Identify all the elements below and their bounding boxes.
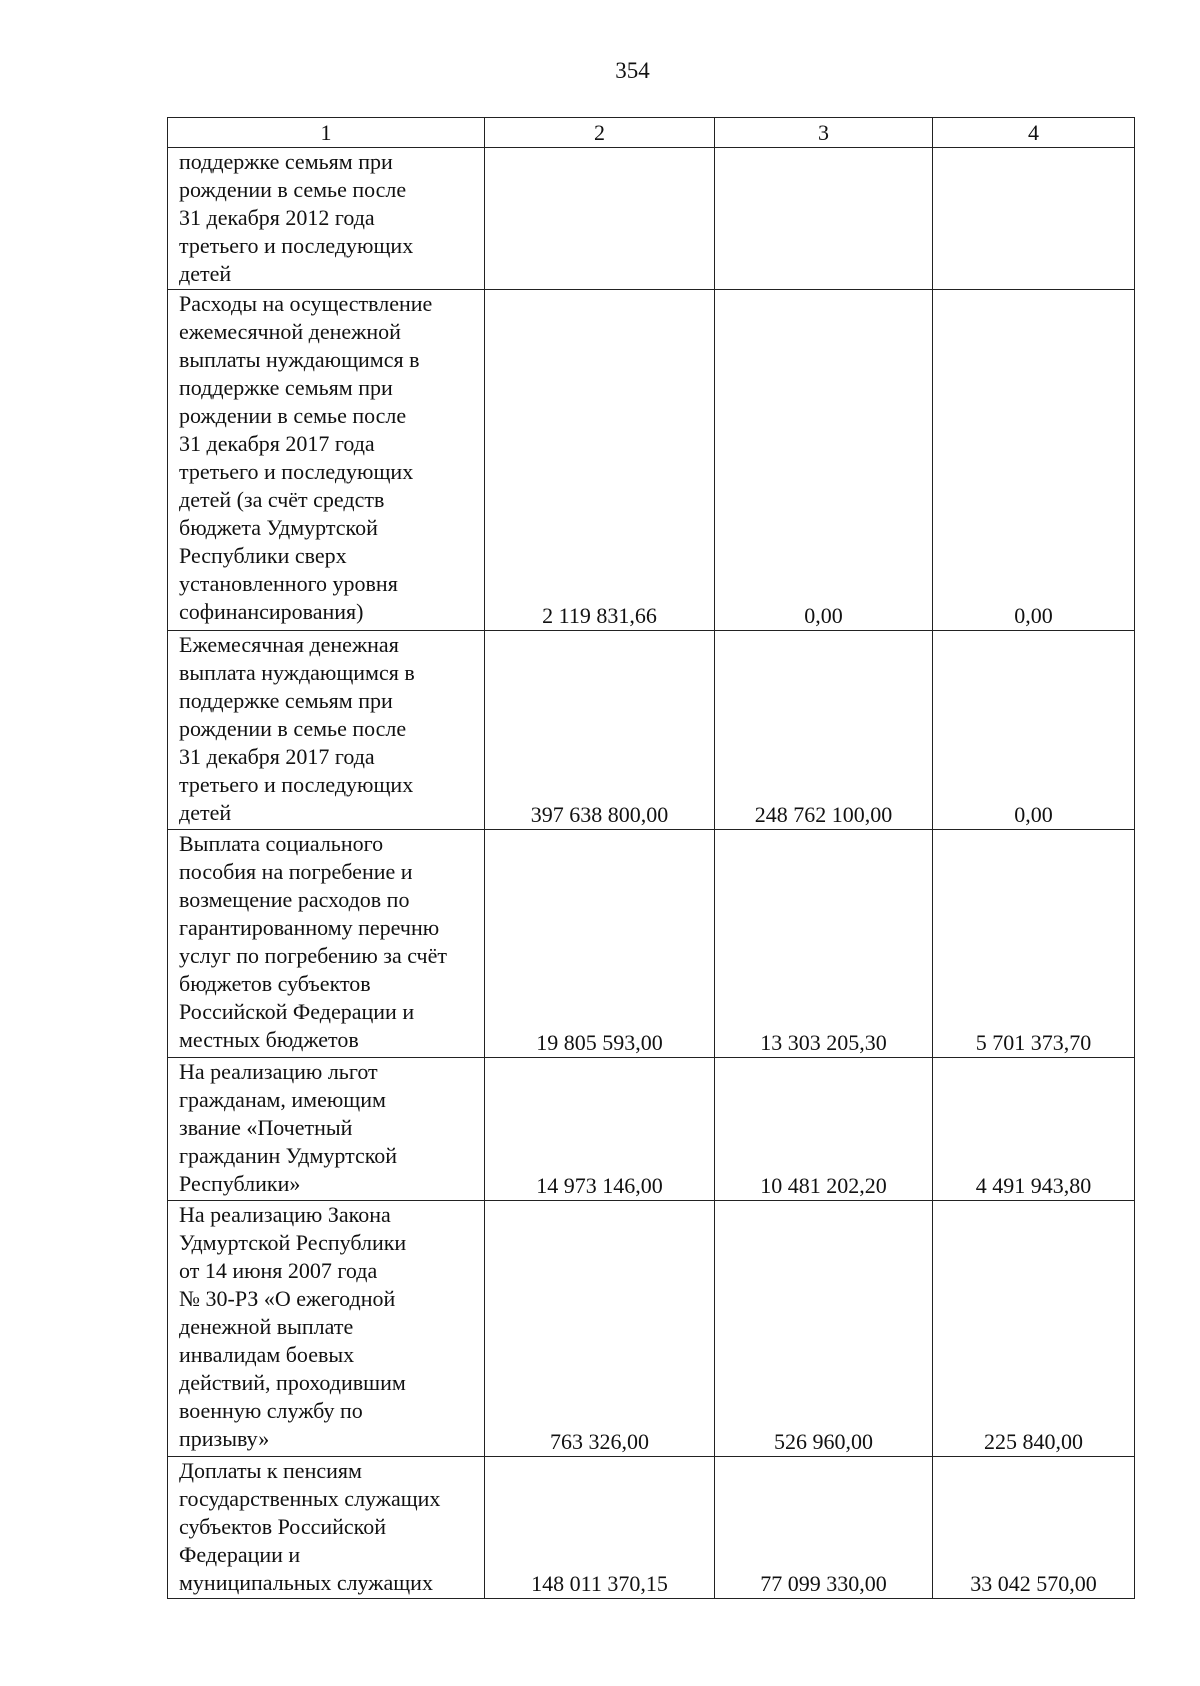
row-value-col3: 526 960,00 — [715, 1201, 933, 1457]
row-value-col4: 33 042 570,00 — [933, 1457, 1135, 1599]
row-value-col2: 14 973 146,00 — [485, 1058, 715, 1201]
row-value-col2: 148 011 370,15 — [485, 1457, 715, 1599]
table-row — [168, 830, 1135, 1058]
table-row — [168, 631, 1135, 830]
row-name-cell — [168, 148, 485, 290]
header-cell-2: 2 — [485, 118, 715, 148]
table-row — [168, 1201, 1135, 1457]
row-value-col2: 397 638 800,00 — [485, 631, 715, 830]
row-value-col2: 763 326,00 — [485, 1201, 715, 1457]
row-value-col2 — [485, 148, 715, 290]
row-name: На реализацию Закона Удмуртской Республики от 14 июня 2007 года № 30-РЗ «О ежегодной денежной выплате инвалидам боевых действий, проходившим военную службу по призыву» — [179, 1202, 407, 1451]
row-value-col3: 0,00 — [715, 290, 933, 631]
row-name-cell — [168, 290, 485, 631]
row-value-col3: 248 762 100,00 — [715, 631, 933, 830]
table-row — [168, 148, 1135, 290]
row-name: поддержке семьям при рождении в семье после 31 декабря 2012 года третьего и последующих детей — [179, 149, 414, 286]
row-name-cell — [168, 1058, 485, 1201]
row-value-col4: 4 491 943,80 — [933, 1058, 1135, 1201]
budget-table — [167, 117, 1135, 1599]
row-name: Ежемесячная денежная выплата нуждающимся в поддержке семьям при рождении в семье после 31 декабря 2017 года третьего и последующих детей — [179, 632, 415, 825]
row-name: Расходы на осуществление ежемесячной денежной выплаты нуждающимся в поддержке семьям при рождении в семье после 31 декабря 2017 года третьего и последующих детей (за счёт средств бюджета Удмуртской Республики сверх установленного уровня софинансирования) — [179, 291, 433, 624]
page-number: 354 — [615, 58, 650, 83]
row-name-cell — [168, 830, 485, 1058]
header-cell-3: 3 — [715, 118, 933, 148]
row-value-col4 — [933, 148, 1135, 290]
row-value-col3 — [715, 148, 933, 290]
header-cell-1: 1 — [168, 118, 485, 148]
row-value-col4: 0,00 — [933, 290, 1135, 631]
row-value-col4: 5 701 373,70 — [933, 830, 1135, 1058]
table-row — [168, 290, 1135, 631]
row-value-col4: 225 840,00 — [933, 1201, 1135, 1457]
row-value-col3: 77 099 330,00 — [715, 1457, 933, 1599]
row-name-cell — [168, 1457, 485, 1599]
row-name: Выплата социального пособия на погребение и возмещение расходов по гарантированному перечню услуг по погребению за счёт бюджетов субъектов Российской Федерации и местных бюджетов — [179, 831, 447, 1052]
table-row — [168, 1457, 1135, 1599]
row-name: Доплаты к пенсиям государственных служащих субъектов Российской Федерации и муниципальных служащих — [179, 1458, 441, 1595]
row-value-col3: 13 303 205,30 — [715, 830, 933, 1058]
row-name-cell — [168, 631, 485, 830]
row-value-col4: 0,00 — [933, 631, 1135, 830]
row-name: На реализацию льгот гражданам, имеющим звание «Почетный гражданин Удмуртской Республики» — [179, 1059, 398, 1196]
row-value-col3: 10 481 202,20 — [715, 1058, 933, 1201]
row-name-cell — [168, 1201, 485, 1457]
header-cell-4: 4 — [933, 118, 1135, 148]
table-row — [168, 1058, 1135, 1201]
row-value-col2: 2 119 831,66 — [485, 290, 715, 631]
row-value-col2: 19 805 593,00 — [485, 830, 715, 1058]
table-header-row — [168, 118, 1135, 148]
